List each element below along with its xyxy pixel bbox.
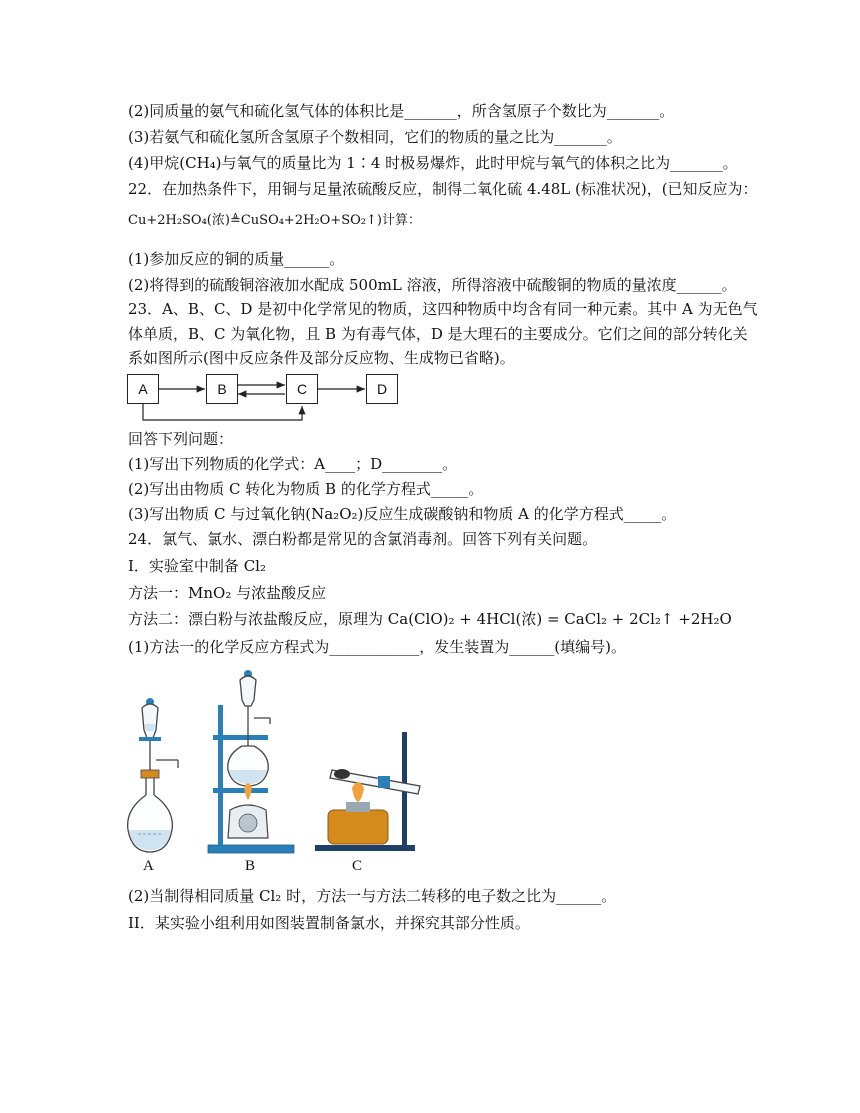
q22-stem: 22．在加热条件下，用铜与足量浓硫酸反应，制得二氧化硫 4.48L (标准状况)，(已知反应为：	[128, 180, 758, 198]
q22-part1: (1)参加反应的铜的质量______。	[128, 250, 345, 268]
q23-stem-line1: 23．A、B、C、D 是初中化学常见的物质，这四种物质中均含有同一种元素。其中 A 为无色气	[128, 300, 758, 318]
q23-answer-intro: 回答下列问题：	[128, 430, 234, 448]
q21-part2: (2)同质量的氨气和硫化氢气体的体积比是_______，所含氢原子个数比为_______。	[128, 102, 675, 120]
apparatus-label-b: B	[245, 858, 256, 874]
q23-part3: (3)写出物质 C 与过氧化钠(Na₂O₂)反应生成碳酸钠和物质 A 的化学方程式_____。	[128, 505, 677, 523]
q21-part3: (3)若氨气和硫化氢所含氢原子个数相同，它们的物质的量之比为_______。	[128, 128, 622, 146]
q24-part1-question1: (1)方法一的化学反应方程式为____________，发生装置为______(填编号)。	[128, 638, 626, 656]
q24-part1-title: I．实验室中制备 Cl₂	[128, 557, 266, 575]
node-d: D	[366, 374, 398, 404]
q24-part2-title: II．某实验小组利用如图装置制备氯水，并探究其部分性质。	[128, 914, 530, 932]
q23-stem-line3: 系如图所示(图中反应条件及部分反应物、生成物已省略)。	[128, 349, 515, 367]
node-b: B	[206, 374, 238, 404]
q22-equation: Cu+2H₂SO₄(浓)≜CuSO₄+2H₂O+SO₂↑)计算：	[128, 213, 421, 228]
apparatus-b	[208, 670, 294, 853]
q24-method1: 方法一：MnO₂ 与浓盐酸反应	[128, 584, 327, 602]
q23-part1: (1)写出下列物质的化学式：A____；D________。	[128, 455, 458, 473]
node-a: A	[127, 374, 159, 404]
apparatus-c	[315, 732, 420, 851]
apparatus-a	[128, 698, 178, 852]
q23-part2: (2)写出由物质 C 转化为物质 B 的化学方程式_____。	[128, 480, 484, 498]
q23-stem-line2: 体单质，B、C 为氧化物，且 B 为有毒气体，D 是大理石的主要成分。它们之间的部分转化关	[128, 325, 748, 343]
node-c: C	[286, 374, 318, 404]
apparatus-label-a: A	[143, 858, 154, 874]
q22-part2: (2)将得到的硫酸铜溶液加水配成 500mL 溶液，所得溶液中硫酸铜的物质的量浓度______。	[128, 276, 737, 294]
q24-part1-question2: (2)当制得相同质量 Cl₂ 时，方法一与方法二转移的电子数之比为______。	[128, 887, 617, 905]
q24-method2: 方法二：漂白粉与浓盐酸反应，原理为 Ca(ClO)₂ + 4HCl(浓) = CaCl₂ + 2Cl₂↑ +2H₂O	[128, 610, 732, 628]
q24-stem: 24．氯气、氯水、漂白粉都是常见的含氯消毒剂。回答下列有关问题。	[128, 530, 598, 548]
q21-part4: (4)甲烷(CH₄)与氧气的质量比为 1∶4 时极易爆炸，此时甲烷与氧气的体积之比为_______。	[128, 154, 738, 172]
apparatus-drawing	[120, 660, 540, 870]
apparatus-label-c: C	[352, 858, 363, 874]
